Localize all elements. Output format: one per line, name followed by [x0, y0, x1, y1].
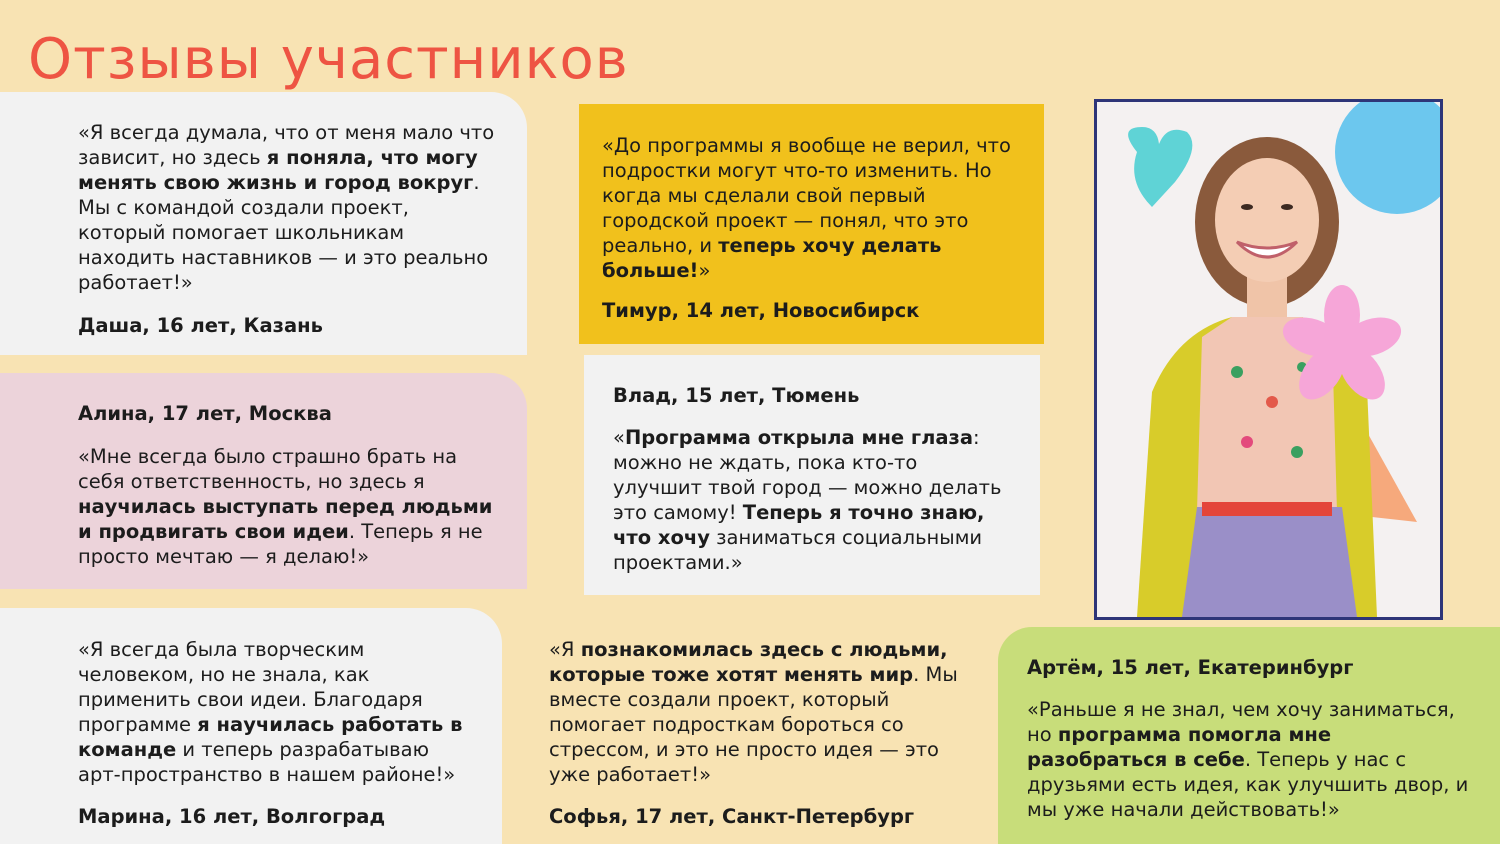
review-author: Даша, 16 лет, Казань — [78, 314, 323, 337]
review-quote: «Я познакомилась здесь с людьми, которые тоже хотят менять мир. Мы вместе создали проект, который помогает подросткам бороться со стрессом, и это не просто идея — это уже работает!» — [549, 638, 958, 786]
review-quote: «Я всегда думала, что от меня мало что зависит, но здесь я поняла, что могу менять свою жизнь и город вокруг. Мы с командой создали проект, который помогает школьникам находить наставников — и это реально работает!» — [78, 121, 495, 294]
review-quote: «Программа открыла мне глаза: можно не ждать, пока кто-то улучшит твой город — можно делать это самому! Теперь я точно знаю, что хочу заниматься социальными проектами.» — [613, 426, 1002, 574]
review-author: Софья, 17 лет, Санкт-Петербург — [549, 805, 915, 828]
review-card-dasha — [0, 92, 527, 355]
review-author: Марина, 16 лет, Волгоград — [78, 805, 386, 828]
review-author: Алина, 17 лет, Москва — [78, 402, 332, 425]
review-author: Влад, 15 лет, Тюмень — [613, 384, 860, 407]
review-author: Тимур, 14 лет, Новосибирск — [602, 299, 920, 322]
participant-photo — [1094, 99, 1443, 620]
review-card-sofya — [527, 608, 982, 844]
participant-photo-illustration — [1097, 102, 1440, 617]
review-card-alina — [0, 373, 527, 589]
review-card-timur — [579, 104, 1044, 344]
review-card-vlad — [584, 355, 1040, 595]
review-card-marina — [0, 608, 502, 844]
review-card-artem — [998, 627, 1500, 844]
review-quote: «До программы я вообще не верил, что подростки могут что-то изменить. Но когда мы сделали свой первый городской проект — понял, что это реально, и теперь хочу делать больше!» — [602, 134, 1011, 282]
review-author: Артём, 15 лет, Екатеринбург — [1027, 656, 1354, 679]
review-quote: «Мне всегда было страшно брать на себя ответственность, но здесь я научилась выступать перед людьми и продвигать свои идеи. Теперь я не просто мечтаю — я делаю!» — [78, 445, 493, 568]
page-title: Отзывы участников — [28, 27, 629, 92]
review-quote: «Я всегда была творческим человеком, но не знала, как применить свои идеи. Благодаря программе я научилась работать в команде и теперь разрабатываю арт-пространство в нашем районе!» — [78, 638, 463, 786]
review-quote: «Раньше я не знал, чем хочу заниматься, но программа помогла мне разобраться в себе. Теперь у нас с друзьями есть идея, как улучшить двор, и мы уже начали действовать!» — [1027, 698, 1469, 821]
